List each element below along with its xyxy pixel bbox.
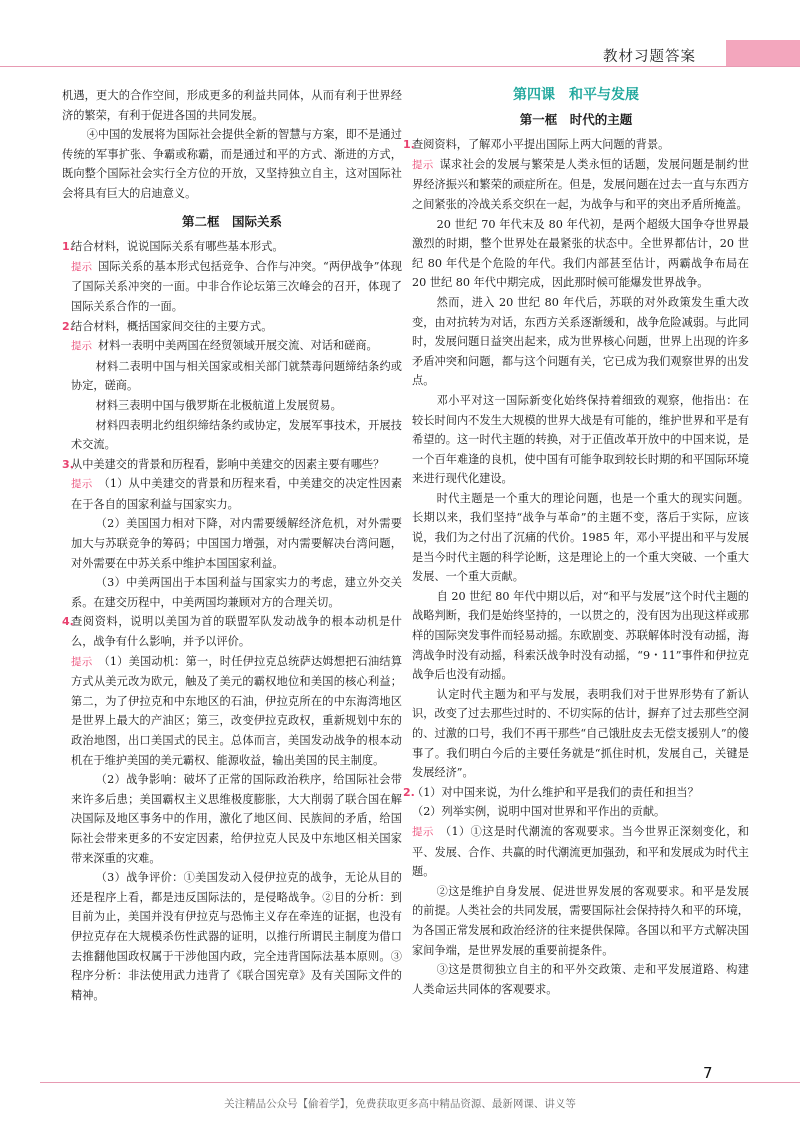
footer-divider [40,1082,800,1083]
answer: 提示 谋求社会的发展与繁荣是人类永恒的话题，发展问题是制约世界经济振兴和繁荣的顽症所在。但是，发展问题在过去一直与东西方之间紧张的冷战关系交织在一起，为战争与和平的突出矛盾所掩盖。 [412,157,749,211]
question-number: 4. [62,615,74,629]
question-1: 1. 结合材料，说说国际关系有哪些基本形式。 [62,237,402,257]
left-column [62,86,402,1005]
answer: 邓小平对这一国际新变化始终保持着细致的观察，他指出：在较长时间内不发生大规模的世界大战是有可能的，维护世界和平是有希望的。这一时代主题的转换，对于正值改革开放中的中国来说，是一个百年难逢的良机，使中国有可能争取到较长时期的和平国际环境来进行现代化建设。 [412,393,749,486]
answer: （2）战争影响：破坏了正常的国际政治秩序，给国际社会带来许多后患；美国霸权主义思维极度膨胀，大大削弱了联合国在解决国际及地区事务中的作用，激化了地区间、民族间的矛盾，给国际社会带来更多的不安定因素，给伊拉克人民及中东地区相关国家带来深重的灾难。 [71,773,402,865]
header-title: 教材习题答案 [603,49,696,65]
header-divider [0,66,800,67]
right-column [403,86,749,999]
question-part: （2）列举实例，说明中国对世界和平作出的贡献。 [412,805,666,819]
tip-label: 提示 [412,825,434,838]
question-number: 1. [62,240,74,254]
answer: （3）战争评价：①美国发动入侵伊拉克的战争，无论从目的还是程序上看，都是违反国际法的，是侵略战争。②目的分析：到目前为止，美国并没有伊拉克与恐怖主义存在牵连的证据，也没有伊拉克存在大规模杀伤性武器的证明，以推行所谓民主制度为借口去推翻他国政权属于干涉他国内政，完全违背国际法基本原则。③程序分析：非法使用武力违背了《联合国宪章》及有关国际文件的精神。 [71,871,402,1002]
section-title: 第一框 时代的主题 [519,111,633,127]
question-2: 2. 结合材料，概括国家间交往的主要方式。 [62,317,402,337]
answer: （2）美国国力相对下降，对内需要缓解经济危机，对外需要加大与苏联竞争的筹码；中国国力增强，对内需要解决台湾问题，对外需要在中苏关系中维护本国国家利益。 [71,517,402,570]
tip-label: 提示 [71,478,93,491]
tip-label: 提示 [71,655,93,668]
answer: 材料三表明中国与俄罗斯在北极航道上发展贸易。 [95,398,342,412]
answer: 提示 国际关系的基本形式包括竞争、合作与冲突。“两伊战争”体现了国际关系冲突的一面。中非合作论坛第三次峰会的召开，体现了国际关系合作的一面。 [71,259,402,313]
answer: 然而，进入 20 世纪 80 年代后，苏联的对外政策发生重大改变，由对抗转为对话，东西方关系逐渐缓和，战争危险减弱。与此同时，发展问题日益突出起来，成为世界核心问题，世界上出现的许多矛盾冲突和问题，都与这个问题有关，它已成为我们观察世界的出发点。 [412,295,749,388]
answer: 提示 （1）①这是时代潮流的客观要求。当今世界正深刻变化，和平、发展、合作、共赢的时代潮流更加强劲，和平和发展成为时代主题。 [412,824,749,879]
tip-label: 提示 [71,260,93,273]
question-number: 3. [62,457,74,471]
question-4: 4. 查阅资料，说明以美国为首的联盟军队发动战争的根本动机是什么，战争有什么影响，并予以评价。 [62,612,402,651]
paragraph: ④中国的发展将为国际社会提供全新的智慧与方案，即不是通过传统的军事扩张、争霸或称霸，而是通过和平的方式、渐进的方式，既向整个国际社会实行全方位的开放，又坚持独立自主，这对国际社会将具有巨大的启迪意义。 [62,128,402,200]
lesson-title: 第四课 和平与发展 [513,87,639,103]
answer: 材料二表明中国与相关国家或相关部门就禁毒问题缔结条约或协定，磋商。 [71,359,402,393]
answer: 自 20 世纪 80 年代中期以后，对“和平与发展”这个时代主题的战略判断，我们是始终坚持的，一以贯之的，没有因为出现这样或那样的国际突发事件而轻易动摇。东欧剧变、苏联解体时没有动摇，海湾战争时没有动摇，科索沃战争时没有动摇，“9・11”事件和伊拉克战争后也没有动摇。 [412,589,749,682]
answer: 时代主题是一个重大的理论问题，也是一个重大的现实问题。长期以来，我们坚持“战争与革命”的主题不变，落后于实际，应该说，我们为之付出了沉痛的代价。1985 年，邓小平提出和平与发展是当今时代主题的科学论断，这是理论上的一个重大突破、一个重大发展、一个重大贡献。 [412,491,749,584]
question-3: 3. 从中美建交的背景和历程看，影响中美建交的因素主要有哪些？ [62,455,402,475]
header-accent-bar [726,40,800,66]
footer-note: 关注精品公众号【偷着学】，免费获取更多高中精品资源、最新网课、讲义等 [224,1098,576,1110]
answer: （3）中美两国出于本国利益与国家实力的考虑，建立外交关系。在建交历程中，中美两国均兼顾对方的合理关切。 [71,576,402,609]
answer: ③这是贯彻独立自主的和平外交政策、走和平发展道路、构建人类命运共同体的客观要求。 [412,963,749,996]
answer: 提示 （1）从中美建交的背景和历程来看，中美建交的决定性因素在于各自的国家利益与国家实力。 [71,477,403,511]
question-1: 1. 查阅资料，了解邓小平提出国际上两大问题的背景。 [403,135,749,155]
answer: 20 世纪 70 年代末及 80 年代初，是两个超级大国争夺世界最激烈的时期，整个世界处在最紧张的状态中。全世界都估计，20 世纪 80 年代是个危险的年代。我们内部甚至估计，两霸战争布局在 20 世纪 80 年代中期完成，因此那时候可能爆发世界战争。 [412,217,749,290]
tip-label: 提示 [412,158,434,171]
question-number: 2. [403,785,415,799]
answer: 提示 （1）美国动机：第一，时任伊拉克总统萨达姆想把石油结算方式从美元改为欧元，触及了美元的霸权地位和美国的核心利益；第二，为了伊拉克和中东地区的石油，伊拉克所在的中东海湾地区是世界上最大的产油区；第三，改变伊拉克政权，重新规划中东的政治地图，出口美国式的民主。总体而言，美国发动战争的根本动机在于维护美国的美元霸权、能源收益，输出美国的民主制度。 [71,654,403,767]
page-number: 7 [703,1064,713,1082]
answer: 认定时代主题为和平与发展，表明我们对于世界形势有了新认识，改变了过去那些过时的、不切实际的估计，摒弃了过去那些空洞的、过激的口号，我们不再干那些“自己饿肚皮去无偿支援别人”的傻事了。我们明白今后的主要任务就是“抓住时机，发展自己，关键是发展经济”。 [412,687,749,780]
tip-label: 提示 [71,340,92,353]
answer: 提示 材料一表明中美两国在经贸领域开展交流、对话和磋商。 [71,339,378,353]
question-2: 2. （1）对中国来说，为什么维护和平是我们的责任和担当？ [403,783,749,803]
section-title: 第二框 国际关系 [181,213,282,229]
answer: 材料四表明北约组织缔结条约或协定，发展军事技术，开展技术交流。 [71,418,402,452]
answer: ②这是维护自身发展、促进世界发展的客观要求。和平是发展的前提。人类社会的共同发展，需要国际社会保持持久和平的环境，为各国正常发展和政治经济的往来提供保障。各国以和平方式解决国家间争端，是世界发展的重要前提条件。 [412,884,749,957]
paragraph: 机遇，更大的合作空间，形成更多的利益共同体，从而有利于世界经济的繁荣，有利于促进各国的共同发展。 [62,89,402,122]
question-number: 2. [62,319,74,333]
question-number: 1. [403,138,415,152]
